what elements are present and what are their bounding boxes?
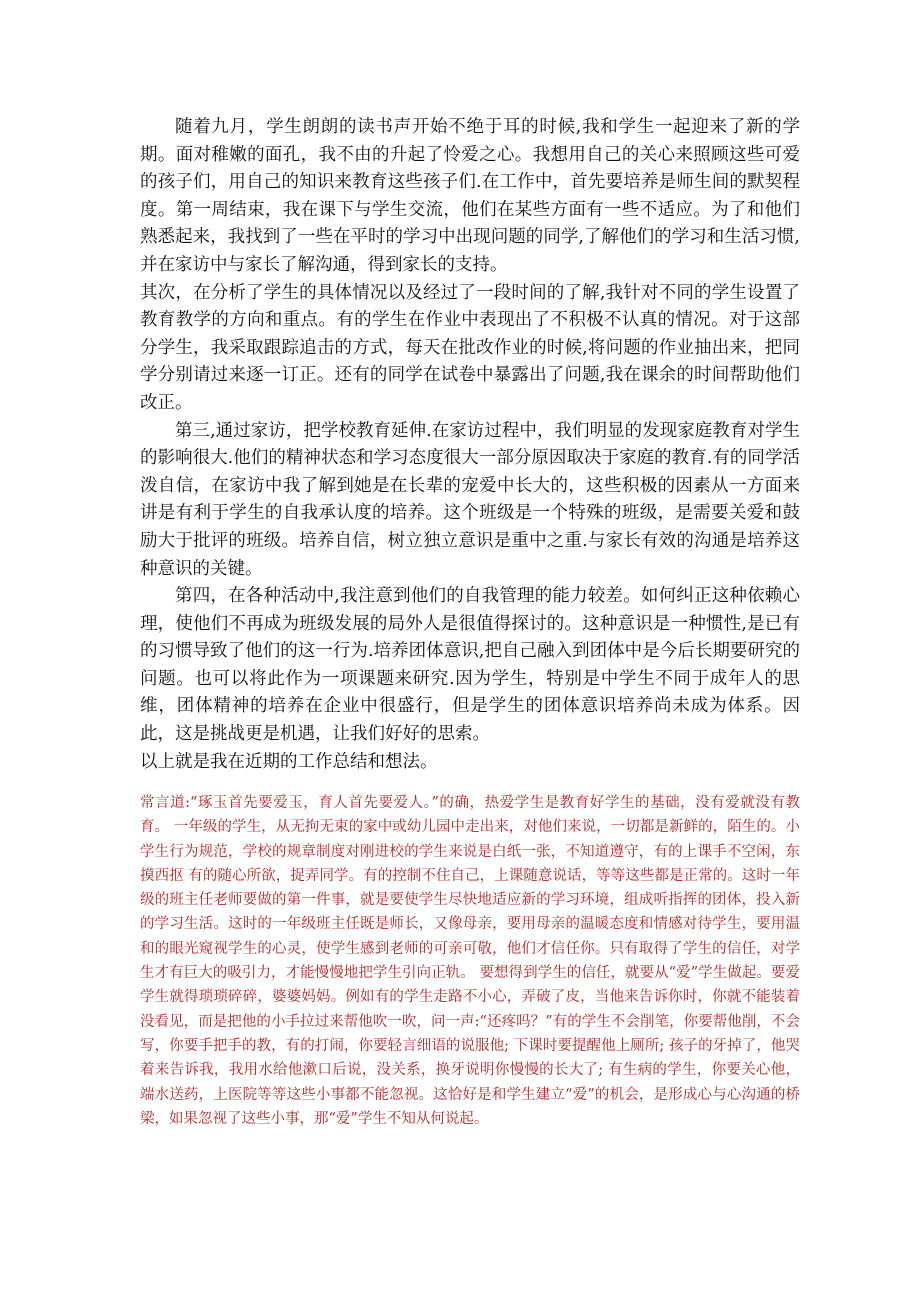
essay-paragraph: 常言道:“琢玉首先要爱玉，育人首先要爱人。”的确，热爱学生是教育好学生的基础，没有爱就没有教育。 一年级的学生，从无拘无束的家中或幼儿园中走出来，对他们来说，一切都是新鲜的，陌生的。小学生行为规范，学校的规章制度对刚进校的学生来说是白纸一张，不知道遵守，有的上课手不空闲，东摸西抠 有的随心所欲，捉弄同学。有的控制不住自己，上课随意说话，等等这些都是正常的。这时一年级的班主任老师要做的第一件事，就是要使学生尽快地适应新的学习环境，组成听指挥的团体，投入新的学习生活。这时的一年级班主任既是师长，又像母亲，要用母亲的温暖态度和情感对待学生，要用温和的眼光窥视学生的心灵，使学生感到老师的可亲可敬，他们才信任你。只有取得了学生的信任，对学生才有巨大的吸引力，才能慢慢地把学生引向正轨。 要想得到学生的信任，就要从“爱”学生做起。要爱学生就得琐琐碎碎，婆婆妈妈。例如有的学生走路不小心，弄破了皮，当他来告诉你时，你就不能装着没看见，而是把他的小手拉过来帮他吹一吹，问一声:“还疼吗？”有的学生不会削笔，你要帮他削，不会写，你要手把手的教，有的打闹，你要轻言细语的说服他; 下课时要提醒他上厕所; 孩子的牙掉了，他哭着来告诉我，我用水给他漱口后说，没关系，换牙说明你慢慢的长大了; 有生病的学生，你要关心他，端水送药，上医院等等这些小事都不能忽视。这恰好是和学生建立“爱”的机会，是形成心与心沟通的桥梁，如果忽视了这些小事，那“爱”学生不知从何说起。 bbox=[140, 795, 800, 1127]
paragraph-third: 第三,通过家访，把学校教育延伸.在家访过程中，我们明显的发现家庭教育对学生的影响很大.他们的精神状态和学习态度很大一部分原因取决于家庭的教育.有的同学活泼自信，在家访中我了解到她是在长辈的宠爱中长大的，这些积极的因素从一方面来讲是有利于学生的自我承认度的培养。这个班级是一个特殊的班级，是需要关爱和鼓励大于批评的班级。培养自信，树立独立意识是重中之重.与家长有效的沟通是培养这种意识的关键。 bbox=[140, 420, 800, 579]
paragraph-opening: 随着九月，学生朗朗的读书声开始不绝于耳的时候,我和学生一起迎来了新的学期。面对稚嫩的面孔，我不由的升起了怜爱之心。我想用自己的关心来照顾这些可爱的孩子们，用自己的知识来教育这些孩子们.在工作中，首先要培养是师生间的默契程度。第一周结束，我在课下与学生交流，他们在某些方面有一些不适应。为了和他们熟悉起来，我找到了一些在平时的学习中出现问题的同学,了解他们的学习和生活习惯,并在家访中与家长了解沟通，得到家长的支持。 bbox=[140, 117, 800, 275]
paragraph-closing: 以上就是我在近期的工作总结和想法。 bbox=[140, 751, 438, 772]
paragraph-fourth: 第四，在各种活动中,我注意到他们的自我管理的能力较差。如何纠正这种依赖心理，使他们不再成为班级发展的局外人是很值得探讨的。这种意识是一种惯性,是已有的习惯导致了他们的这一行为.培养团体意识,把自己融入到团体中是今后长期要研究的问题。也可以将此作为一项课题来研究.因为学生，特别是中学生不同于成年人的思维，团体精神的培养在企业中很盛行，但是学生的团体意识培养尚未成为体系。因此，这是挑战更是机遇，让我们好好的思索。 bbox=[140, 586, 800, 745]
paragraph-second: 其次，在分析了学生的具体情况以及经过了一段时间的了解,我针对不同的学生设置了教育教学的方向和重点。有的学生在作业中表现出了不积极不认真的情况。对于这部分学生，我采取跟踪追击的方式，每天在批改作业的时候,将问题的作业抽出来，把同学分别请过来逐一订正。还有的同学在试卷中暴露出了问题,我在课余的时间帮助他们改正。 bbox=[140, 282, 800, 413]
class-teacher-essay-section bbox=[140, 791, 800, 1131]
work-summary-section bbox=[140, 114, 800, 776]
